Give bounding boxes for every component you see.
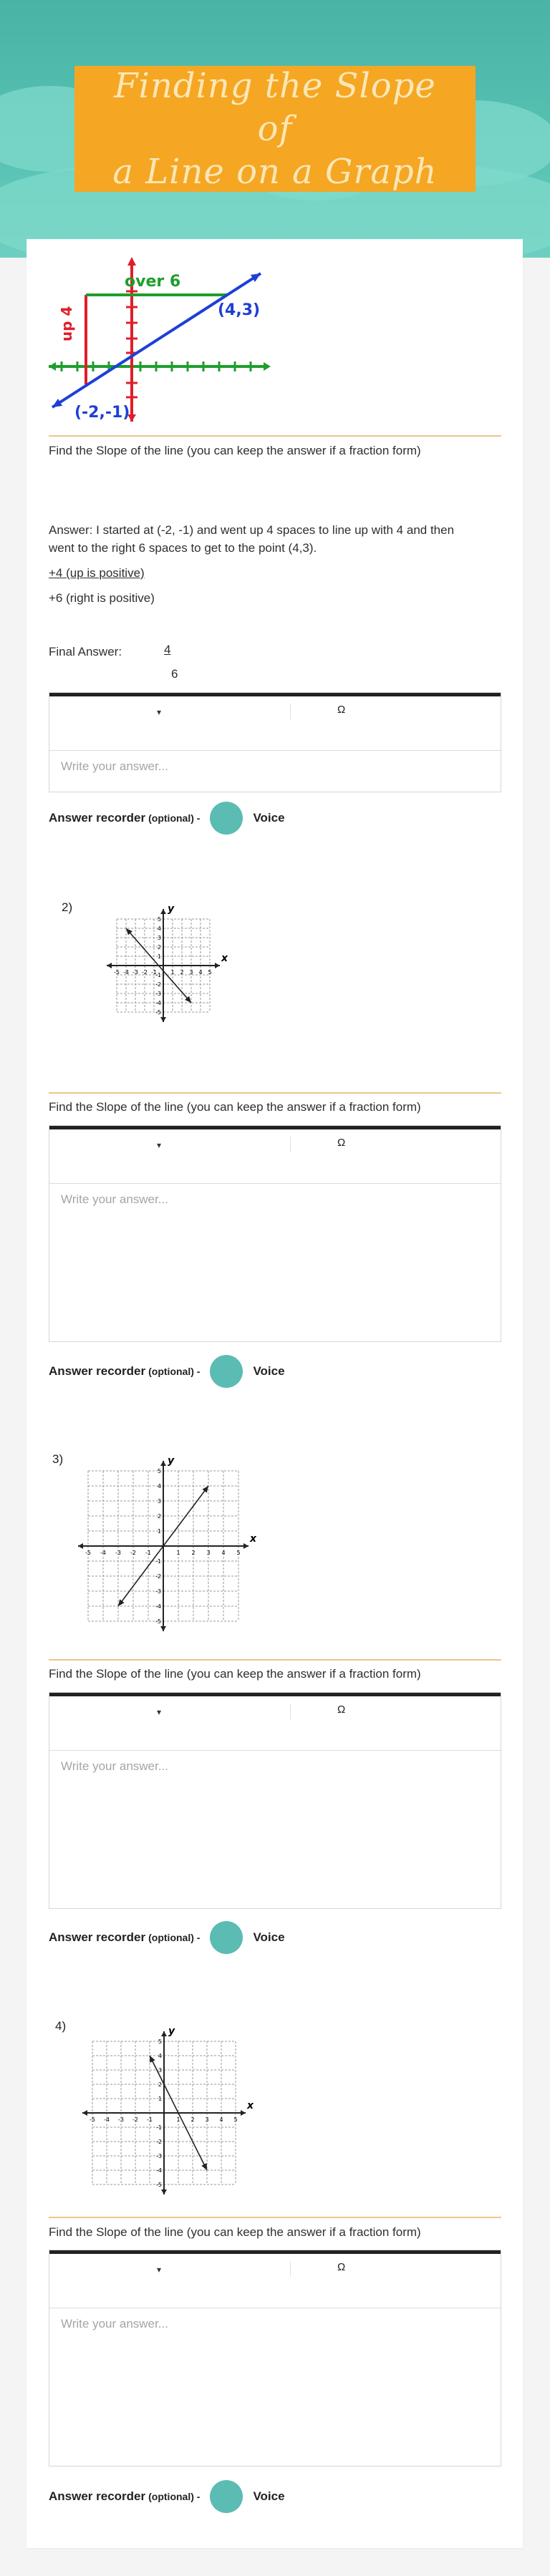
x-tick-label: 5 bbox=[236, 1550, 241, 1556]
q3-answer-editor bbox=[49, 1692, 501, 1909]
divider bbox=[49, 435, 501, 437]
y-tick-label: -4 bbox=[156, 2167, 162, 2174]
y-tick-label: 3 bbox=[157, 935, 161, 941]
x-tick-label: -5 bbox=[85, 1550, 91, 1556]
q3-number: 3) bbox=[52, 1452, 64, 1466]
voice-label: Voice bbox=[253, 2489, 285, 2503]
x-tick-label: 3 bbox=[189, 969, 193, 976]
q3-toolbar bbox=[49, 1696, 501, 1751]
worksheet-card bbox=[26, 239, 523, 2548]
x-axis-arrow bbox=[215, 963, 220, 968]
x-tick-label: 2 bbox=[191, 1550, 196, 1556]
special-characters-icon[interactable]: Ω bbox=[337, 1137, 346, 1149]
q1-rise-note: +4 (up is positive) bbox=[49, 566, 145, 580]
x-tick-label: 1 bbox=[176, 1550, 180, 1556]
q1-toolbar bbox=[49, 696, 501, 751]
record-button[interactable] bbox=[210, 1921, 243, 1954]
q1-explanation: Answer: I started at (-2, -1) and went up 4 spaces to line up with 4 and then went to the right 6 spaces to get to the point (4,3). bbox=[49, 523, 455, 555]
y-tick-label: 3 bbox=[157, 1498, 161, 1505]
format-dropdown-icon[interactable]: ▾ bbox=[157, 1140, 162, 1150]
x-tick-label: -5 bbox=[90, 2116, 95, 2123]
divider bbox=[49, 1659, 501, 1661]
title-box bbox=[74, 66, 476, 192]
line-arrow-end bbox=[202, 1486, 208, 1493]
y-tick-label: 1 bbox=[157, 1528, 161, 1535]
record-button[interactable] bbox=[210, 1355, 243, 1388]
q2-answer-recorder: Answer recorder (optional) - Voice bbox=[49, 1355, 285, 1388]
x-tick-label: 5 bbox=[233, 2116, 238, 2123]
q1-answer-input[interactable] bbox=[49, 751, 501, 792]
format-dropdown-icon[interactable]: ▾ bbox=[157, 2265, 162, 2275]
format-dropdown-icon[interactable]: ▾ bbox=[157, 1707, 162, 1717]
q3-graph bbox=[70, 1453, 256, 1639]
q3-answer-input[interactable] bbox=[49, 1751, 501, 1908]
x-tick-label: -1 bbox=[145, 1550, 151, 1556]
y-tick-label: -5 bbox=[155, 1009, 161, 1016]
y-axis-arrow bbox=[160, 909, 166, 914]
y-axis-label: y bbox=[168, 1455, 175, 1467]
y-tick-label: -1 bbox=[155, 1558, 161, 1565]
x-tick-label: -4 bbox=[100, 1550, 106, 1556]
y-tick-label: -1 bbox=[155, 972, 161, 978]
special-characters-icon[interactable]: Ω bbox=[337, 1703, 346, 1716]
q4-toolbar bbox=[49, 2254, 501, 2308]
q1-final-label: Final Answer: bbox=[49, 645, 122, 658]
x-tick-label: 4 bbox=[221, 1550, 226, 1556]
special-characters-icon[interactable]: Ω bbox=[337, 704, 346, 716]
q1-denominator: 6 bbox=[171, 667, 178, 681]
x-axis-label: x bbox=[250, 1533, 256, 1545]
y-tick-label: 5 bbox=[157, 1468, 161, 1474]
x-tick-label: -4 bbox=[123, 969, 129, 976]
q4-graph bbox=[74, 2027, 254, 2199]
y-tick-label: 1 bbox=[157, 953, 161, 960]
q1-answer-editor bbox=[49, 692, 501, 792]
y-tick-label: -3 bbox=[155, 991, 161, 997]
q3-answer-recorder: Answer recorder (optional) - Voice bbox=[49, 1921, 285, 1954]
y-tick-label: 5 bbox=[158, 2038, 162, 2045]
y-tick-label: -3 bbox=[156, 2153, 162, 2159]
header-banner bbox=[0, 0, 550, 258]
y-tick-label: -5 bbox=[155, 1618, 161, 1625]
y-tick-label: -3 bbox=[155, 1588, 161, 1595]
x-tick-label: -3 bbox=[115, 1550, 121, 1556]
y-axis-arrow bbox=[160, 1461, 166, 1466]
x-axis-label: x bbox=[221, 953, 228, 964]
q2-answer-editor bbox=[49, 1125, 501, 1342]
y-tick-label: 1 bbox=[158, 2096, 162, 2102]
q4-answer-editor bbox=[49, 2250, 501, 2466]
x-axis-label: x bbox=[247, 2100, 254, 2111]
divider bbox=[49, 2217, 501, 2218]
voice-label: Voice bbox=[253, 811, 285, 825]
y-tick-label: 3 bbox=[158, 2067, 162, 2074]
up-label: up 4 bbox=[58, 306, 75, 341]
x-tick-label: -3 bbox=[132, 969, 138, 976]
q2-number: 2) bbox=[62, 900, 73, 914]
x-tick-label: 3 bbox=[206, 1550, 211, 1556]
voice-label: Voice bbox=[253, 1364, 285, 1378]
q2-answer-input[interactable] bbox=[49, 1184, 501, 1341]
x-axis-arrow bbox=[243, 1543, 249, 1549]
x-tick-label: -2 bbox=[130, 1550, 136, 1556]
y-tick-label: -2 bbox=[155, 981, 161, 988]
y-tick-label: 2 bbox=[157, 944, 161, 951]
q1-prompt: Find the Slope of the line (you can keep the answer if a fraction form) bbox=[49, 444, 421, 457]
point-a-label: (-2,-1) bbox=[74, 404, 130, 422]
y-tick-label: 4 bbox=[157, 1483, 161, 1489]
record-button[interactable] bbox=[210, 802, 243, 835]
divider bbox=[49, 1092, 501, 1094]
y-axis-label: y bbox=[168, 2027, 175, 2037]
y-axis-arrow bbox=[161, 2031, 167, 2036]
x-tick-label: 2 bbox=[180, 969, 184, 976]
x-tick-label: 1 bbox=[176, 2116, 180, 2123]
y-axis-label: y bbox=[168, 905, 175, 915]
x-tick-label: 3 bbox=[205, 2116, 209, 2123]
q1-answer-recorder: Answer recorder (optional) - Voice bbox=[49, 802, 285, 835]
voice-label: Voice bbox=[253, 1930, 285, 1944]
q4-number: 4) bbox=[55, 2019, 67, 2033]
y-tick-label: 2 bbox=[158, 2081, 162, 2088]
x-axis-arrow bbox=[241, 2110, 246, 2116]
q4-answer-input[interactable] bbox=[49, 2308, 501, 2466]
x-tick-label: -1 bbox=[151, 969, 157, 976]
y-tick-label: -4 bbox=[155, 1000, 161, 1006]
y-tick-label: -2 bbox=[155, 1573, 161, 1580]
point-b-label: (4,3) bbox=[218, 301, 261, 319]
q2-toolbar bbox=[49, 1129, 501, 1184]
q2-prompt: Find the Slope of the line (you can keep the answer if a fraction form) bbox=[49, 1100, 421, 1114]
x-tick-label: -1 bbox=[147, 2116, 153, 2123]
q4-answer-recorder: Answer recorder (optional) - Voice bbox=[49, 2480, 285, 2513]
y-tick-label: 2 bbox=[157, 1513, 161, 1520]
x-tick-label: -4 bbox=[104, 2116, 110, 2123]
y-tick-label: -5 bbox=[156, 2182, 162, 2188]
y-tick-label: -1 bbox=[156, 2124, 162, 2131]
special-characters-icon[interactable]: Ω bbox=[337, 2261, 346, 2273]
x-tick-label: 5 bbox=[208, 969, 212, 976]
q4-prompt: Find the Slope of the line (you can keep the answer if a fraction form) bbox=[49, 2225, 421, 2239]
q1-numerator: 4 bbox=[164, 643, 171, 656]
example-slope-graph bbox=[49, 256, 271, 422]
x-tick-label: -2 bbox=[132, 2116, 138, 2123]
x-tick-label: 4 bbox=[219, 2116, 223, 2123]
x-tick-label: -2 bbox=[142, 969, 148, 976]
y-tick-label: 5 bbox=[157, 916, 161, 923]
record-button[interactable] bbox=[210, 2480, 243, 2513]
page-title: Finding the Slope of a Line on a Graph bbox=[112, 66, 438, 192]
line-arrow-start bbox=[118, 1599, 125, 1606]
q3-prompt: Find the Slope of the line (you can keep the answer if a fraction form) bbox=[49, 1667, 421, 1681]
q1-run-note: +6 (right is positive) bbox=[49, 591, 155, 605]
x-tick-label: 2 bbox=[190, 2116, 195, 2123]
y-tick-label: 4 bbox=[158, 2053, 162, 2059]
format-dropdown-icon[interactable]: ▾ bbox=[157, 707, 162, 717]
y-tick-label: 4 bbox=[157, 925, 161, 932]
x-tick-label: -3 bbox=[118, 2116, 124, 2123]
q2-graph bbox=[80, 905, 246, 1026]
y-tick-label: -2 bbox=[156, 2139, 162, 2145]
x-tick-label: 1 bbox=[170, 969, 175, 976]
x-tick-label: -5 bbox=[114, 969, 120, 976]
x-tick-label: 4 bbox=[198, 969, 203, 976]
over-label: over 6 bbox=[125, 273, 181, 291]
y-tick-label: -4 bbox=[155, 1603, 161, 1610]
